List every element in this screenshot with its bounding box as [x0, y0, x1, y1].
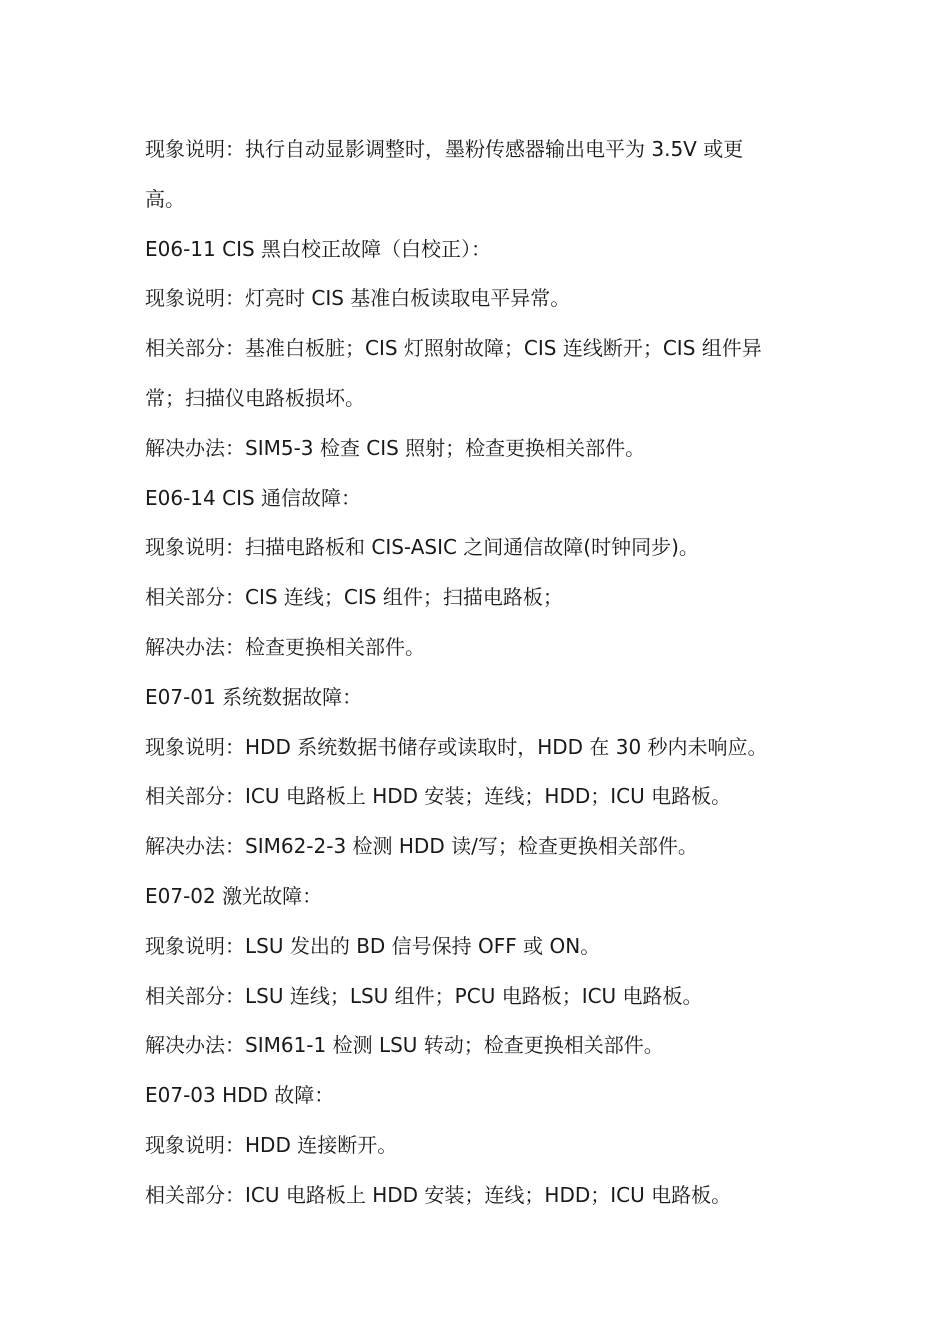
- text-line: 解决办法：SIM61-1 检测 LSU 转动；检查更换相关部件。: [145, 1033, 664, 1058]
- text-line: 现象说明：HDD 连接断开。: [145, 1132, 398, 1157]
- section-heading: E06-11 CIS 黑白校正故障（白校正）：: [145, 236, 492, 261]
- section-heading: E07-03 HDD 故障：: [145, 1083, 335, 1108]
- text-line: 相关部分：ICU 电路板上 HDD 安装；连线；HDD；ICU 电路板。: [145, 784, 732, 809]
- section-heading: E06-14 CIS 通信故障：: [145, 485, 362, 510]
- text-line: 解决办法：检查更换相关部件。: [145, 634, 425, 659]
- text-line: 现象说明：HDD 系统数据书储存或读取时，HDD 在 30 秒内未响应。: [145, 734, 768, 759]
- text-line: 现象说明：执行自动显影调整时，墨粉传感器输出电平为 3.5V 或更: [145, 137, 744, 161]
- text-line: 解决办法：SIM62-2-3 检测 HDD 读/写；检查更换相关部件。: [145, 834, 698, 859]
- section-heading: E07-02 激光故障：: [145, 883, 323, 908]
- text-line: 高。: [145, 186, 185, 211]
- text-line: 相关部分：ICU 电路板上 HDD 安装；连线；HDD；ICU 电路板。: [145, 1182, 732, 1207]
- section-heading: E07-01 系统数据故障：: [145, 684, 363, 709]
- text-line: 现象说明：灯亮时 CIS 基准白板读取电平异常。: [145, 286, 571, 311]
- document-body: [145, 125, 810, 1221]
- text-line: 现象说明：LSU 发出的 BD 信号保持 OFF 或 ON。: [145, 933, 601, 958]
- text-line: 解决办法：SIM5-3 检查 CIS 照射；检查更换相关部件。: [145, 435, 646, 460]
- text-line: 常；扫描仪电路板损坏。: [145, 385, 365, 410]
- text-line: 现象说明：扫描电路板和 CIS-ASIC 之间通信故障(时钟同步)。: [145, 535, 699, 560]
- text-line: 相关部分：基准白板脏；CIS 灯照射故障；CIS 连线断开；CIS 组件异: [145, 336, 762, 361]
- text-line: 相关部分：LSU 连线；LSU 组件；PCU 电路板；ICU 电路板。: [145, 983, 703, 1008]
- text-line: 相关部分：CIS 连线；CIS 组件；扫描电路板；: [145, 585, 563, 610]
